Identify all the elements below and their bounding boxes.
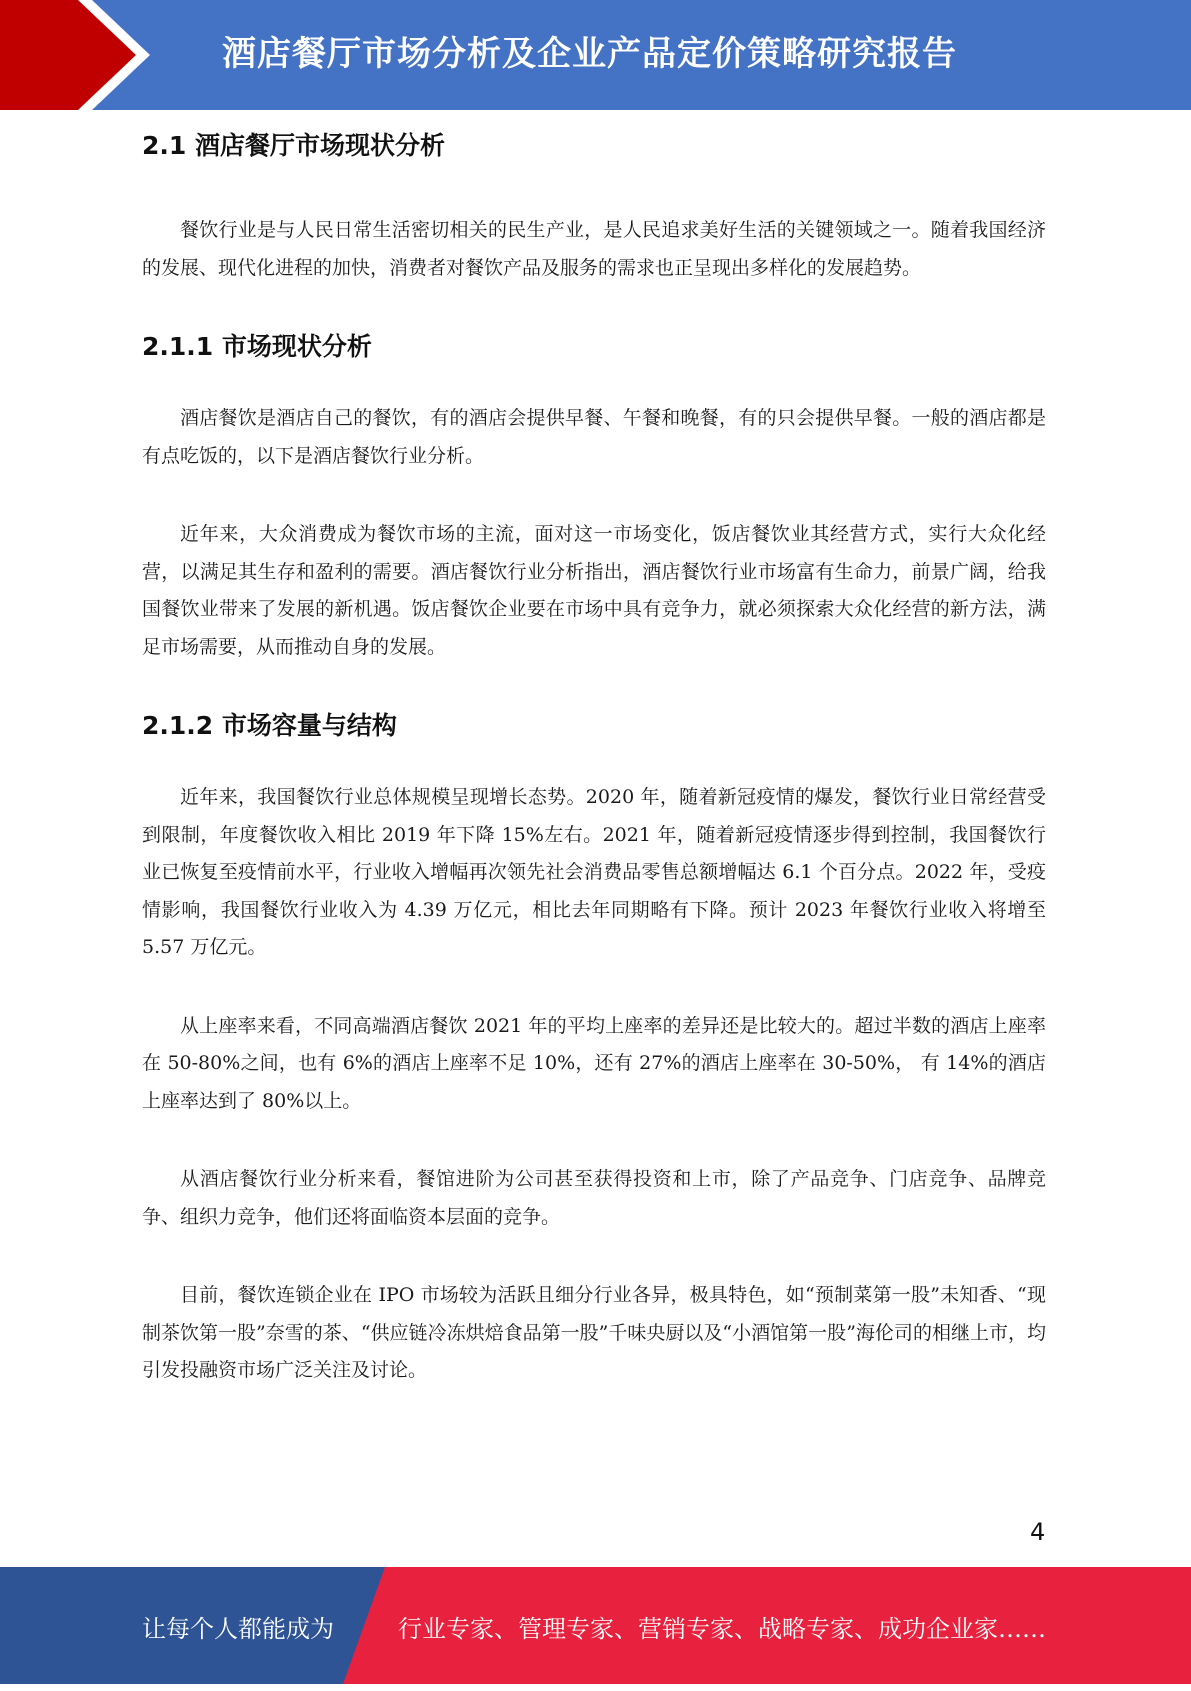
section-heading-2-1-1: 2.1.1 市场现状分析	[142, 332, 372, 361]
paragraph: 餐饮行业是与人民日常生活密切相关的民生产业，是人民追求美好生活的关键领域之一。随着我国经济的发展、现代化进程的加快，消费者对餐饮产品及服务的需求也正呈现出多样化的发展趋势。	[142, 219, 1046, 279]
section-heading-2-1-2: 2.1.2 市场容量与结构	[142, 711, 397, 740]
page-footer	[0, 1567, 1191, 1684]
paragraph: 目前，餐饮连锁企业在 IPO 市场较为活跃且细分行业各异，极具特色，如“预制菜第一股”未知香、“现制茶饮第一股”奈雪的茶、“供应链冷冻烘焙食品第一股”千味央厨以及“小酒馆第一股”海伦司的相继上市，均引发投融资市场广泛关注及讨论。	[142, 1284, 1046, 1381]
footer-slogan-left: 让每个人都能成为	[142, 1615, 334, 1643]
paragraph: 从酒店餐饮行业分析来看，餐馆进阶为公司甚至获得投资和上市，除了产品竞争、门店竞争、品牌竞争、组织力竞争，他们还将面临资本层面的竞争。	[142, 1168, 1046, 1228]
page-number: 4	[1030, 1518, 1046, 1546]
footer-slogan-right: 行业专家、管理专家、营销专家、战略专家、成功企业家……	[398, 1615, 1046, 1643]
paragraph: 近年来，大众消费成为餐饮市场的主流，面对这一市场变化，饭店餐饮业其经营方式，实行大众化经营，以满足其生存和盈利的需要。酒店餐饮行业分析指出，酒店餐饮行业市场富有生命力，前景广阔，给我国餐饮业带来了发展的新机遇。饭店餐饮企业要在市场中具有竞争力，就必须探索大众化经营的新方法，满足市场需要，从而推动自身的发展。	[142, 523, 1046, 658]
section-heading-2-1: 2.1 酒店餐厅市场现状分析	[142, 131, 445, 160]
paragraph: 从上座率来看，不同高端酒店餐饮 2021 年的平均上座率的差异还是比较大的。超过半数的酒店上座率在 50-80%之间，也有 6%的酒店上座率不足 10%，还有 27%的酒店上座率在 30-50%， 有 14%的酒店上座率达到了 80%以上。	[142, 1014, 1046, 1112]
paragraph: 酒店餐饮是酒店自己的餐饮，有的酒店会提供早餐、午餐和晚餐，有的只会提供早餐。一般的酒店都是有点吃饭的，以下是酒店餐饮行业分析。	[142, 407, 1046, 467]
report-title: 酒店餐厅市场分析及企业产品定价策略研究报告	[222, 34, 957, 74]
page-header	[0, 0, 1191, 110]
paragraph: 近年来，我国餐饮行业总体规模呈现增长态势。2020 年，随着新冠疫情的爆发，餐饮行业日常经营受到限制，年度餐饮收入相比 2019 年下降 15%左右。2021 年，随着新冠疫情逐步得到控制，我国餐饮行业已恢复至疫情前水平，行业收入增幅再次领先社会消费品零售总额增幅达 6.1 个百分点。2022 年，受疫情影响，我国餐饮行业收入为 4.39 万亿元，相比去年同期略有下降。预计 2023 年餐饮行业收入将增至 5.57 万亿元。	[142, 786, 1046, 958]
document-body	[142, 126, 1046, 1390]
